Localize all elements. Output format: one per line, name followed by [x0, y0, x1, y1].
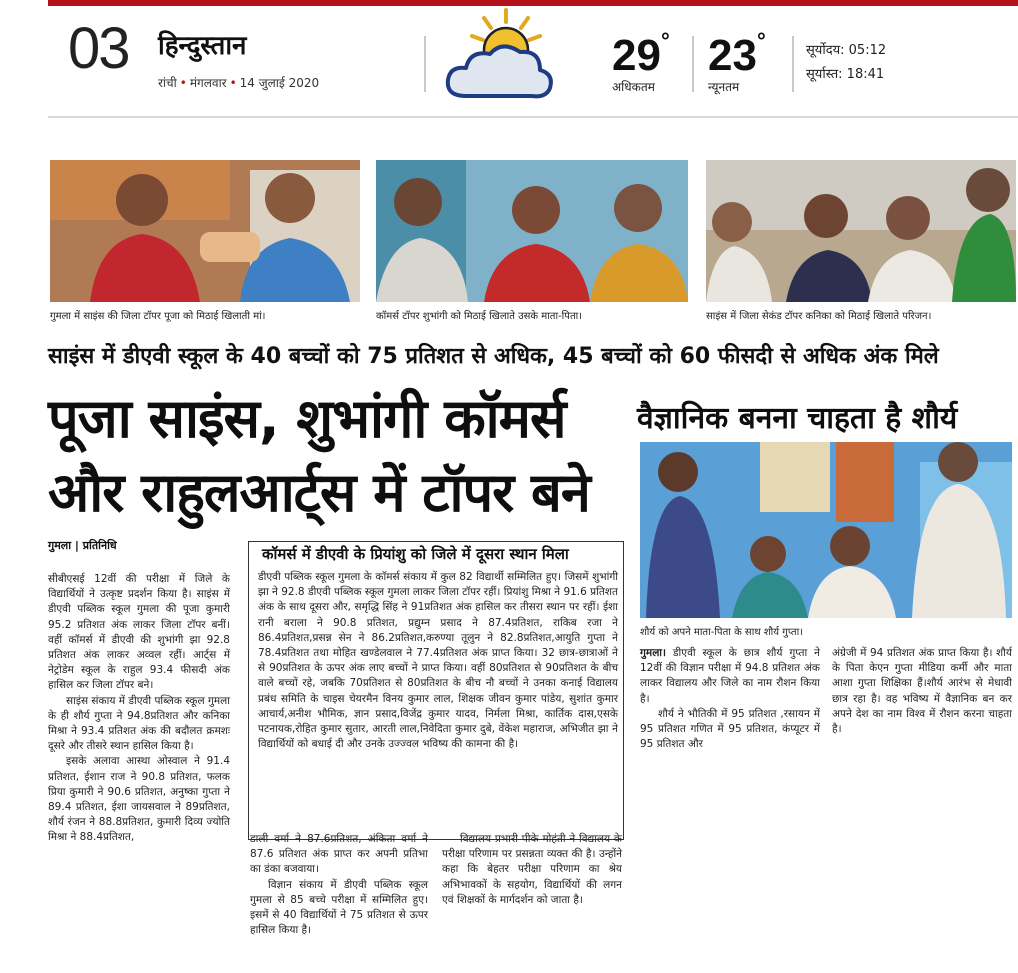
- story-paragraph: साइंस संकाय में डीएवी पब्लिक स्कूल गुमला के ही शौर्य गुप्ता ने 94.8प्रतिशत और कनिका मिश्रा ने 93.4 प्रतिशत अंक की बदौलत क्रमशः दूसरे और तीसरे स्थान हासिल किया है।: [48, 694, 230, 753]
- story-column-3: [442, 832, 622, 908]
- story-column-2: [250, 832, 428, 938]
- dateline: रांची • मंगलवार • 14 जुलाई 2020: [158, 76, 320, 90]
- photo-caption-3: साइंस में जिला सेकंड टॉपर कनिका को मिठाई खिलाते परिजन।: [706, 311, 932, 322]
- photo-caption-2: कॉमर्स टॉपर शुभांगी को मिठाई खिलाते उसके माता-पिता।: [376, 311, 583, 322]
- dateline-day: मंगलवार: [189, 76, 227, 90]
- masthead-divider: [424, 36, 426, 92]
- newspaper-name: हिन्दुस्तान: [158, 31, 247, 61]
- min-temperature: 23°: [708, 28, 766, 80]
- headline-line-2: और राहुलआर्ट्स में टॉपर बने: [48, 461, 590, 524]
- box-title: कॉमर्स में डीएवी के प्रियांशु को जिले में दूसरा स्थान मिला: [262, 545, 569, 563]
- partly-cloudy-icon: [436, 4, 560, 110]
- photo-kanika: [706, 160, 1016, 302]
- story-paragraph: विज्ञान संकाय में डीएवी पब्लिक स्कूल गुमला से 85 बच्चे परीक्षा में सम्मिलित हुए। इसमें से 40 विद्यार्थियों ने 75 प्रतिशत से ऊपर हासिल किया है।: [250, 878, 428, 937]
- kicker: साइंस में डीएवी स्कूल के 40 बच्चों को 75 प्रतिशत से अधिक, 45 बच्चों को 60 फीसदी से अधिक अंक मिले: [48, 344, 939, 369]
- max-temperature-label: अधिकतम: [612, 80, 655, 94]
- dateline-city: रांची: [158, 76, 177, 90]
- side-headline: वैज्ञानिक बनना चाहता है शौर्य: [637, 401, 958, 436]
- sunset: सूर्यास्त: 18:41: [806, 67, 885, 82]
- side-column-2: [832, 646, 1012, 737]
- box-body: डीएवी पब्लिक स्कूल गुमला के कॉमर्स संकाय में कुल 82 विद्यार्थी सम्मिलित हुए। जिसमें शुभांगी झा ने 92.8 डीएवी पब्लिक स्कूल गुमला लाकर जिला टॉपर रहीं। प्रियांशु मिश्रा ने 91.6 प्रतिशत अंक के साथ दूसरा और, समृद्धि सिंह ने 91प्रतिशत अंक हासिल कर तीसरा स्थान पर रहीं। ईशा रानी बराला ने 90.8 प्रतिशत, प्रद्युम्न प्रसाद ने 87.4प्रतिशत, राकिब रजा ने 86.4प्रतिशत,प्रसन्न सेन ने 86.2प्रतिशत,करुण्या तूलुन ने 82.8प्रतिशत,आयुति गुप्ता ने 78.4प्रतिशत तथा मोहित खण्डेलवाल ने 77.4प्रतिशत अंक प्राप्त किया। 32 छात्र-छात्राओं ने से 90प्रतिशत के ऊपर अंक लाए बच्चों ने प्राप्त किया। वहीं 80प्रतिशत से 90प्रतिशत के बीच वाले बच्चों रहे, जबकि 70प्रतिशत से 80प्रतिशत के बीच नौ बच्चों ने उनका कनाई विद्यालय प्रबंध समिति के चाइस चेयरमैन विनय कुमार लाल, शिक्षक जीवन कुमार पांडेय, सुशांत कुमार आचार्य,अनीश भौमिक, ज्ञान प्रसाद,विजेंद्र कुमार यादव, निर्मला मिश्रा, कार्तिक दास,एसके पटनायक,रोहित कुमार सुतार, आरती लाल,निवेदिता कुमार दुबे, वेंकेश महाराज, अभिजीत झा ने विद्यार्थियों को बधाई दी और उनके उज्ज्वल भविष्य की कामना की है।: [258, 571, 618, 751]
- photo-shubhangi: [376, 160, 688, 302]
- page-number: 03: [68, 16, 129, 81]
- story-paragraph: शौर्य ने भौतिकी में 95 प्रतिशत ,रसायन में 95 प्रतिशत गणित में 95 प्रतिशत, कंप्यूटर में 95 प्रतिशत और: [640, 707, 820, 751]
- sun-divider: [792, 36, 794, 92]
- side-photo-caption: शौर्य को अपने माता-पिता के साथ शौर्य गुप्ता।: [640, 627, 804, 638]
- photo-puja: [50, 160, 360, 302]
- max-temperature: 29°: [612, 28, 670, 80]
- side-lede: गुमला।: [640, 647, 667, 659]
- photo-caption-1: गुमला में साइंस की जिला टॉपर पूजा को मिठाई खिलाती मां।: [50, 311, 266, 322]
- min-temperature-label: न्यूनतम: [708, 80, 740, 94]
- story-paragraph: डीएवी स्कूल के छात्र शौर्य गुप्ता ने 12वीं की विज्ञान परीक्षा में 94.8 प्रतिशत अंक लाकर विद्यालय और जिले का नाम रौशन किया है।: [640, 647, 820, 705]
- story-column-1: [48, 572, 230, 846]
- side-column-1: [640, 646, 820, 752]
- story-paragraph: विद्यालय प्रभारी पीके मोहंती ने विद्यालय के परीक्षा परिणाम पर प्रसन्नता व्यक्त की है। उन्होंने कहा कि बेहतर परीक्षा परिणाम का श्रेय अभिभावकों के सहयोग, विद्यार्थियों की लगन एवं शिक्षकों के मार्गदर्शन को जाता है।: [442, 833, 622, 906]
- dateline-date: 14 जुलाई 2020: [239, 76, 320, 90]
- temp-divider: [692, 36, 694, 92]
- story-paragraph: अंग्रेजी में 94 प्रतिशत अंक प्राप्त किया है। शौर्य के पिता केएन गुप्ता मीडिया कर्मी और माता आशा गुप्ता शिक्षिका हैं।शौर्य आरंभ से मेधावी छात्र रहा है। वह भविष्य में वैज्ञानिक बन कर अपने देश का नाम विश्व में रौशन करना चाहता है।: [832, 647, 1012, 736]
- story-paragraph: डाली वर्मा ने 87.6प्रतिशत, अंकिता वर्मा ने 87.6 प्रतिशत अंक प्राप्त कर अपनी प्रतिभा का डंका बजवाया।: [250, 833, 428, 876]
- story-paragraph: सीबीएसई 12वीं की परीक्षा में जिले के विद्यार्थियों ने उत्कृष्ट प्रदर्शन किया है। साइंस में डीएवी पब्लिक स्कूल गुमला की पूजा कुमारी 95.2 प्रतिशत अंक लाकर जिला टॉपर बनीं। वहीं कॉमर्स में डीएवी की शुभांगी झा 92.8 प्रतिशत अंक लाकर अव्वल रहीं। आर्ट्स में नेट्रोडेम स्कूल के राहुल 93.4 फीसदी अंक हासिल कर जिला टॉपर बने।: [48, 573, 230, 692]
- masthead-bottom-rule: [48, 116, 1018, 118]
- photo-shaurya-family: [640, 442, 1012, 618]
- byline: गुमला | प्रतिनिधि: [48, 539, 117, 552]
- headline-line-1: पूजा साइंस, शुभांगी कॉमर्स: [48, 387, 566, 450]
- story-paragraph: इसके अलावा आस्था ओस्वाल ने 91.4 प्रतिशत, ईशान राज ने 90.8 प्रतिशत, फलक प्रिया कुमारी ने 90.6 प्रतिशत, अनुष्का गुप्ता ने 89.4 प्रतिशत, ईशा जायसवाल ने 89प्रतिशत, शौर्य रंजन ने 88.8प्रतिशत, कुमारी दिव्य ज्योति मिश्रा ने 88.4प्रतिशत,: [48, 755, 230, 844]
- sunrise: सूर्योदय: 05:12: [806, 43, 887, 58]
